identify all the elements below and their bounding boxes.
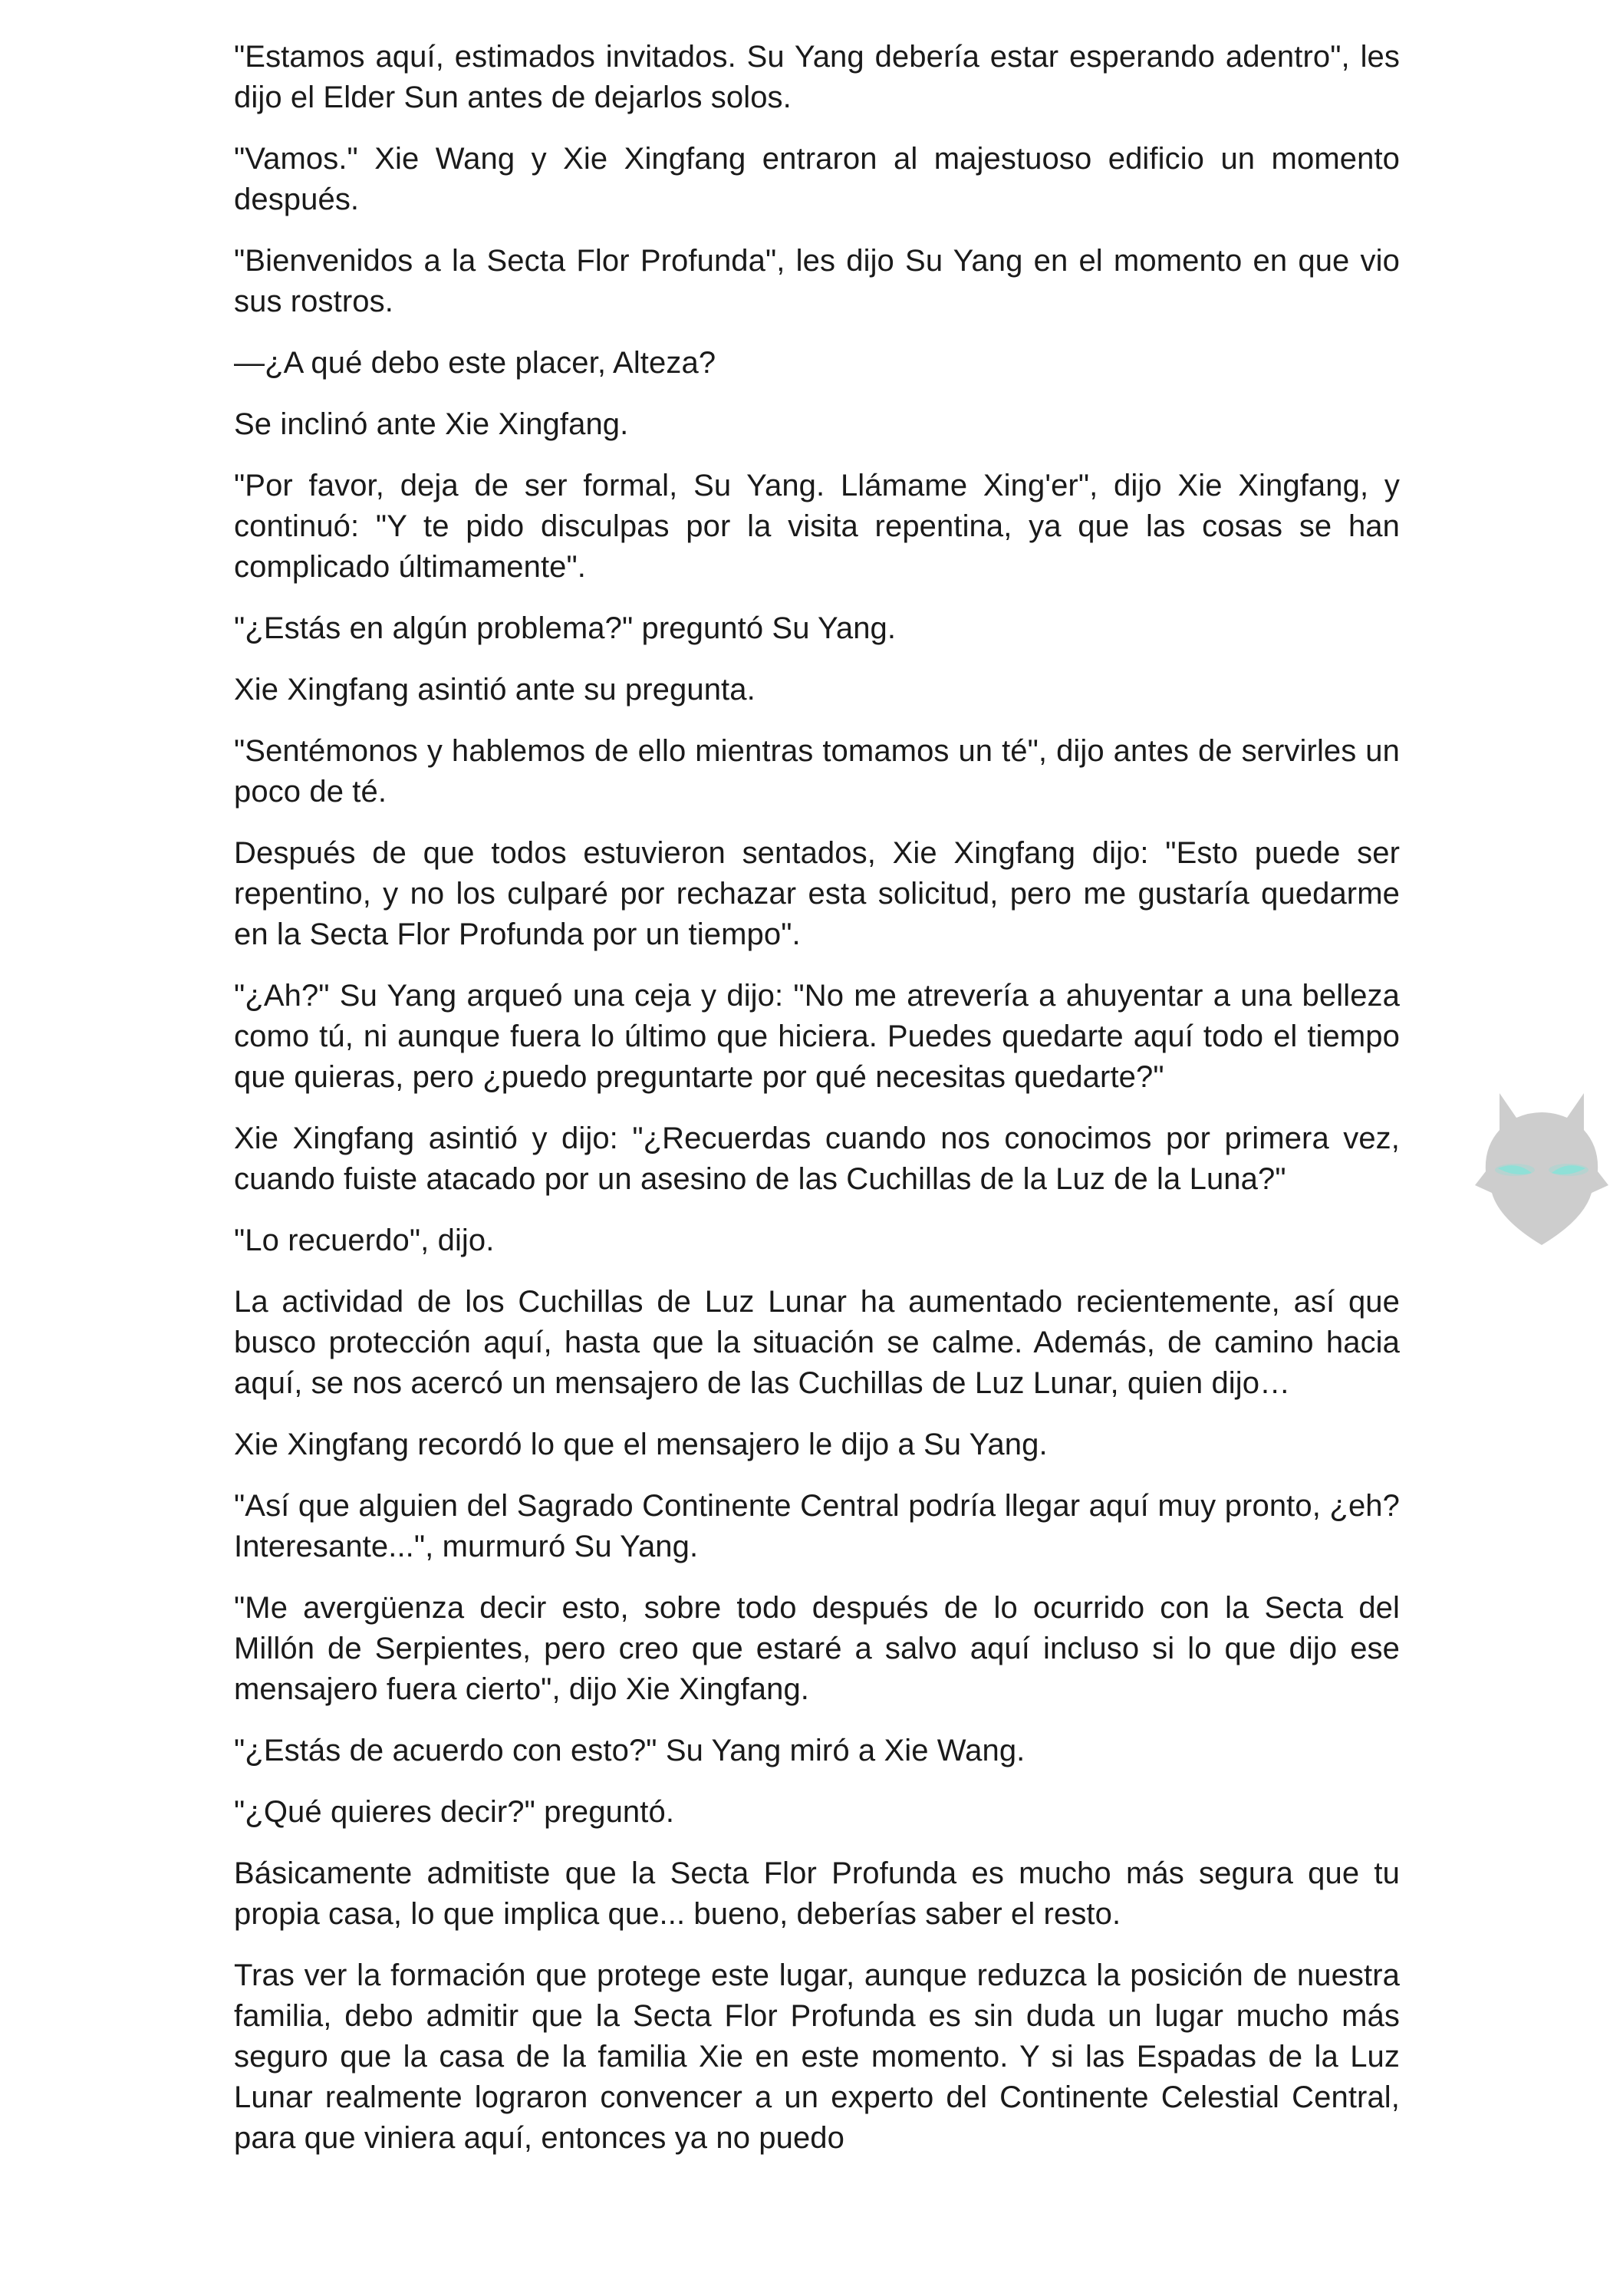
paragraph: Xie Xingfang asintió ante su pregunta. <box>234 673 756 707</box>
demon-head-shape <box>1475 1093 1608 1245</box>
paragraph: "Vamos." Xie Wang y Xie Xingfang entraron al majestuoso edificio un momento después. <box>234 142 1400 216</box>
paragraph: "¿Qué quieres decir?" preguntó. <box>234 1795 675 1829</box>
paragraph: "Estamos aquí, estimados invitados. Su Yang debería estar esperando adentro", les dijo el Elder Sun antes de dejarlos solos. <box>234 40 1400 114</box>
paragraph: "Por favor, deja de ser formal, Su Yang. Llámame Xing'er", dijo Xie Xingfang, y continuó: "Y te pido disculpas por la visita repentina, ya que las cosas se han complicado últimamente". <box>234 469 1400 584</box>
paragraph: "Me avergüenza decir esto, sobre todo después de lo ocurrido con la Secta del Millón de Serpientes, pero creo que estaré a salvo aquí incluso si lo que dijo ese mensajero fuera cierto", dijo Xie Xingfang. <box>234 1591 1400 1706</box>
demon-head-icon <box>1469 1070 1615 1247</box>
paragraph: "Bienvenidos a la Secta Flor Profunda", les dijo Su Yang en el momento en que vio sus rostros. <box>234 244 1400 318</box>
paragraph: "Lo recuerdo", dijo. <box>234 1224 495 1257</box>
paragraph: Xie Xingfang asintió y dijo: "¿Recuerdas cuando nos conocimos por primera vez, cuando fuiste atacado por un asesino de las Cuchillas de la Luz de la Luna?" <box>234 1122 1400 1196</box>
paragraph: Se inclinó ante Xie Xingfang. <box>234 407 629 441</box>
paragraph: —¿A qué debo este placer, Alteza? <box>234 346 716 380</box>
paragraph: Después de que todos estuvieron sentados, Xie Xingfang dijo: "Esto puede ser repentino, y no los culparé por rechazar esta solicitud, pero me gustaría quedarme en la Secta Flor Profunda por un tiempo". <box>234 836 1400 951</box>
paragraph: "Sentémonos y hablemos de ello mientras tomamos un té", dijo antes de servirles un poco de té. <box>234 734 1400 809</box>
paragraph: "Así que alguien del Sagrado Continente Central podría llegar aquí muy pronto, ¿eh? Interesante...", murmuró Su Yang. <box>234 1489 1400 1563</box>
paragraph: Tras ver la formación que protege este lugar, aunque reduzca la posición de nuestra familia, debo admitir que la Secta Flor Profunda es sin duda un lugar mucho más seguro que la casa de la familia Xie en este momento. Y si las Espadas de la Luz Lunar realmente lograron convencer a un experto del Continente Celestial Central, para que viniera aquí, entonces ya no puedo <box>234 1958 1400 2155</box>
paragraph: "¿Ah?" Su Yang arqueó una ceja y dijo: "No me atrevería a ahuyentar a una belleza como tú, ni aunque fuera lo último que hiciera. Puedes quedarte aquí todo el tiempo que quieras, pero ¿puedo preguntarte por qué necesitas quedarte?" <box>234 979 1400 1094</box>
document-page <box>234 37 1400 2179</box>
paragraph: Xie Xingfang recordó lo que el mensajero le dijo a Su Yang. <box>234 1428 1048 1461</box>
paragraph: "¿Estás de acuerdo con esto?" Su Yang miró a Xie Wang. <box>234 1734 1025 1767</box>
paragraph: "¿Estás en algún problema?" preguntó Su Yang. <box>234 611 897 645</box>
paragraph: Básicamente admitiste que la Secta Flor Profunda es mucho más segura que tu propia casa, lo que implica que... bueno, deberías saber el resto. <box>234 1856 1400 1931</box>
paragraph: La actividad de los Cuchillas de Luz Lunar ha aumentado recientemente, así que busco protección aquí, hasta que la situación se calme. Además, de camino hacia aquí, se nos acercó un mensajero de las Cuchillas de Luz Lunar, quien dijo… <box>234 1285 1400 1400</box>
